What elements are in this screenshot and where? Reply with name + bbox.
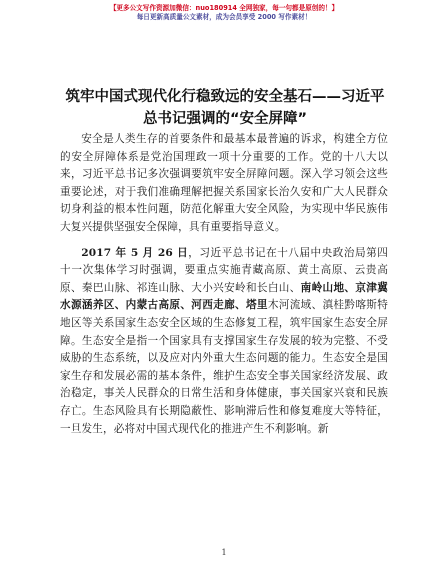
paragraph-2-date: 2017 年 5 月 26 日: [81, 246, 189, 259]
header-banner-line1: 【更多公文写作资源加微信：nuo180914 全网独家，每一句都是原创的！】: [109, 4, 339, 12]
article-title: 筑牢中国式现代化行稳致远的安全基石——习近平总书记强调的“安全屏障”: [65, 89, 385, 127]
paragraph-2-text-a: ，习近平总书记在十八届中央政治局第四十一次集体学习时强调，要重点实施青藏高原、黄土高原、云贵高原、秦巴山脉、祁连山脉、大小兴安岭和长白山、: [60, 246, 388, 294]
paragraph-2: [60, 245, 388, 439]
header-banner-line2: 每日更新高质量公文素材，成为会员享受 2000 写作素材！: [136, 13, 312, 21]
article-body: [60, 131, 388, 438]
paragraph-1: 安全是人类生存的首要条件和最基本最普遍的诉求，构建全方位的安全屏障体系是党治国理政一项十分重要的工作。党的十八大以来，习近平总书记多次强调要筑牢安全屏障问题。深入学习领会这些重要论述，对于我们准确理解把握关系国家长治久安和广大人民群众切身利益的根本性问题，防范化解重大安全风险，为实现中华民族伟大复兴提供坚强安全保障，具有重要指导意义。: [60, 133, 388, 233]
paragraph-2-bold-regions: 南岭山地、京津冀水源涵养区、内蒙古高原、河西走廊、塔里: [60, 281, 388, 312]
page-number: 1: [221, 548, 227, 557]
header-banner: [0, 4, 448, 22]
paragraph-2-text-b: 木河流域、滇桂黔喀斯特地区等关系国家生态安全区域的生态修复工程，筑牢国家生态安全屏障。生态安全是指一个国家具有支撑国家生存发展的较为完整、不受威胁的生态系统，以及应对内外重大生态问题的能力。生态安全是国家生存和发展必需的基本条件，维护生态安全事关国家经济发展、政治稳定，事关人民群众的日常生活和身体健康，事关国家兴衰和民族存亡。生态风险具有长期隐蔽性、影响滞后性和修复难度大等特征，一旦发生，必将对中国式现代化的推进产生不利影响。新: [60, 299, 388, 435]
